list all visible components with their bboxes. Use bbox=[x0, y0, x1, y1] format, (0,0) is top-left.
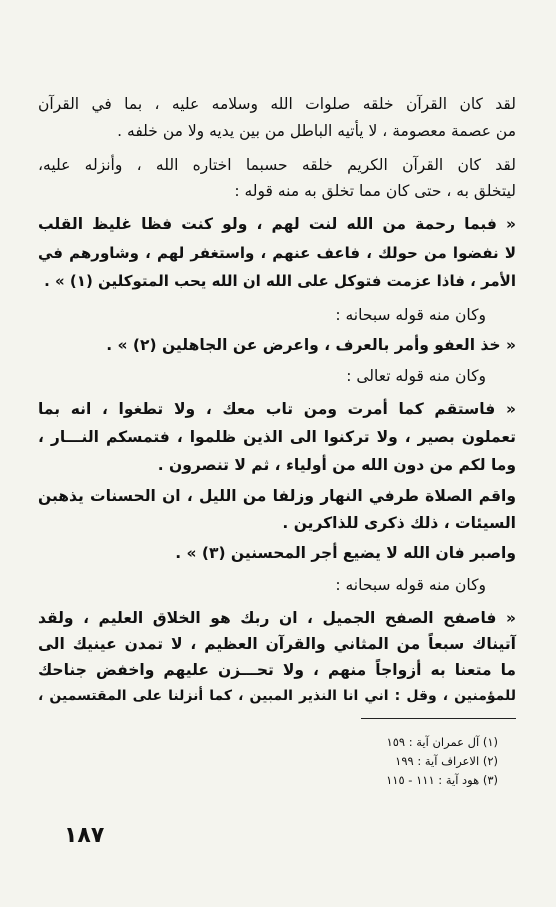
page-number: ١٨٧ bbox=[64, 823, 105, 848]
verse-line-8: واقم الصلاة طرفي النهار وزلفا من الليل ، ان الحسنات يذهبن bbox=[38, 487, 516, 505]
body-line-5: وكان منه قوله سبحانه : bbox=[335, 306, 486, 324]
verse-line-14: للمؤمنين ، وقل : اني انا النذير المبين ، كما أنزلنا على المقتسمين ، bbox=[38, 688, 516, 704]
verse-line-2: لا نفضوا من حولك ، فاعف عنهم ، واستغفر لهم ، وشاورهم في bbox=[38, 244, 516, 262]
verse-line-12: آتيناك سبعاً من المثاني والقرآن العظيم ، لا تمدن عينيك الى bbox=[38, 635, 516, 653]
verse-line-9: السيئات ، ذلك ذكرى للذاكرين . bbox=[282, 514, 516, 532]
footnote-separator bbox=[361, 718, 516, 719]
verse-line-11: « فاصفح الصفح الجميل ، ان ربك هو الخلاق العليم ، ولقد bbox=[38, 609, 516, 627]
verse-line-1: « فبما رحمة من الله لنت لهم ، ولو كنت فظا غليظ القلب bbox=[38, 215, 516, 233]
verse-line-10: واصبر فان الله لا يضيع أجر المحسنين (٣) » . bbox=[175, 544, 516, 562]
footnote-1: (١) آل عمران آية : ١٥٩ bbox=[386, 735, 498, 749]
body-line-3: لقد كان القرآن الكريم خلقه حسبما اختاره الله ، وأنزله عليه، bbox=[38, 156, 516, 174]
verse-line-7: وما لكم من دون الله من أولياء ، ثم لا تنصرون . bbox=[157, 456, 516, 474]
footnote-3: (٣) هود آية : ١١١ - ١١٥ bbox=[386, 773, 498, 787]
body-line-4: ليتخلق به ، حتى كان مما تخلق به منه قوله : bbox=[234, 182, 516, 200]
verse-line-3: الأمر ، فاذا عزمت فتوكل على الله ان الله يحب المتوكلين (١) » . bbox=[44, 272, 516, 290]
verse-line-5: « فاستقم كما أمرت ومن تاب معك ، ولا تطغوا ، انه بما bbox=[38, 400, 516, 418]
verse-line-4: « خذ العفو وأمر بالعرف ، واعرض عن الجاهلين (٢) » . bbox=[106, 336, 516, 354]
body-line-1: لقد كان القرآن خلقه صلوات الله وسلامه عليه ، بما في القرآن bbox=[38, 95, 516, 113]
body-line-6: وكان منه قوله تعالى : bbox=[346, 367, 486, 385]
body-line-7: وكان منه قوله سبحانه : bbox=[335, 576, 486, 594]
body-line-2: من عصمة معصومة ، لا يأتيه الباطل من بين يديه ولا من خلفه . bbox=[117, 122, 516, 140]
verse-line-13: ما متعنا به أزواجاً منهم ، ولا تحـــزن عليهم واخفض جناحك bbox=[38, 661, 516, 679]
footnote-2: (٢) الاعراف آية : ١٩٩ bbox=[395, 754, 498, 768]
verse-line-6: تعملون بصير ، ولا تركنوا الى الذين ظلموا ، فتمسكم النـــار ، bbox=[38, 428, 516, 446]
